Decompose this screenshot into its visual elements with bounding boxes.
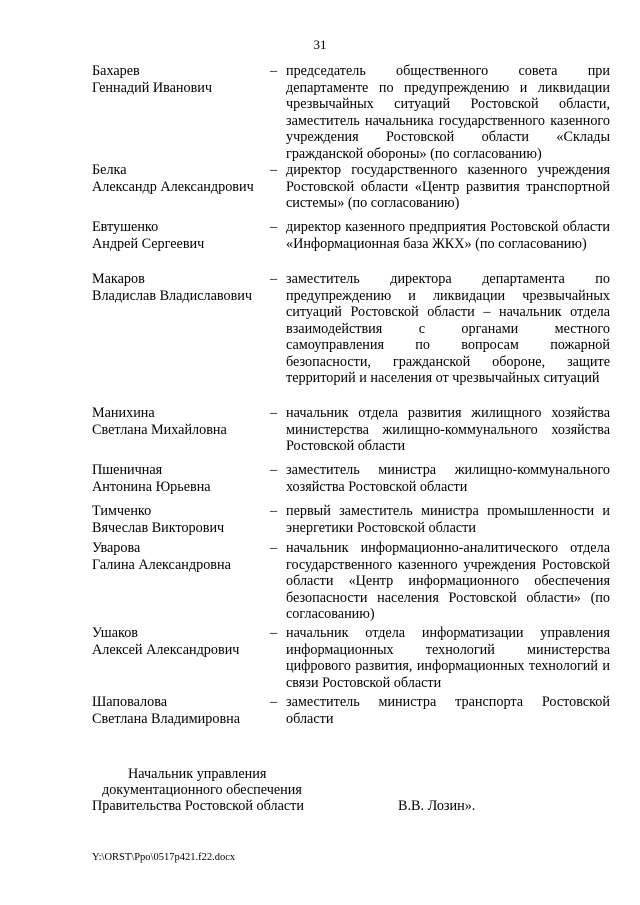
member-name [92, 63, 267, 96]
member-given-names: Вячеслав Викторович [92, 519, 225, 536]
member-given-names: Светлана Владимировна [92, 710, 241, 727]
member-name [92, 540, 267, 573]
file-path-footer: Y:\ORST\Ppo\0517p421.f22.docx [92, 852, 236, 863]
member-given-names: Алексей Александрович [92, 641, 240, 658]
member-role: начальник отдела развития жилищного хозяйства министерства жилищно-коммунального хозяйства Ростовской области [286, 405, 610, 454]
member-name [92, 694, 267, 727]
member-name [92, 405, 267, 438]
member-given-names: Владислав Владиславович [92, 287, 253, 304]
member-role: первый заместитель министра промышленности и энергетики Ростовской области [286, 503, 610, 536]
member-surname: Бахарев [92, 63, 140, 79]
member-name [92, 503, 267, 536]
signer-name: В.В. Лозин». [398, 798, 476, 814]
dash-separator: – [270, 540, 278, 556]
member-given-names: Андрей Сергеевич [92, 235, 205, 252]
member-surname: Белка [92, 162, 127, 178]
member-role: заместитель министра транспорта Ростовской области [286, 694, 610, 727]
member-role: заместитель директора департамента по предупреждению и ликвидации чрезвычайных ситуаций Ростовской области – начальник отдела взаимодействия с органами местного самоуправления по вопросам пожарной безопасности, гражданской обороне, защите территорий и населения от чрезвычайных ситуаций [286, 271, 610, 386]
member-given-names: Галина Александровна [92, 556, 231, 573]
member-surname: Ушаков [92, 625, 138, 641]
member-surname: Пшеничная [92, 462, 163, 478]
signature-position-line-2: документационного обеспечения [102, 782, 302, 798]
member-role: председатель общественного совета при департаменте по предупреждению и ликвидации чрезвычайных ситуаций Ростовской области, заместитель начальника государственного казенного учреждения Ростовской области «Склады гражданской обороны» (по согласованию) [286, 63, 610, 162]
page-number: 31 [313, 37, 327, 52]
signature-position-line-1: Начальник управления [128, 766, 267, 782]
member-role: директор казенного предприятия Ростовской области «Информационная база ЖКХ» (по согласованию) [286, 219, 610, 252]
member-given-names: Антонина Юрьевна [92, 478, 211, 495]
dash-separator: – [270, 694, 278, 710]
member-surname: Манихина [92, 405, 155, 421]
member-role: начальник информационно-аналитического отдела государственного казенного учреждения Ростовской области «Центр информационного обеспечения безопасности населения Ростовской области» (по согласованию) [286, 540, 610, 622]
member-surname: Шаповалова [92, 694, 168, 710]
member-name [92, 462, 267, 495]
member-surname: Евтушенко [92, 219, 159, 235]
dash-separator: – [270, 219, 278, 235]
dash-separator: – [270, 271, 278, 287]
dash-separator: – [270, 462, 278, 478]
member-given-names: Светлана Михайловна [92, 421, 227, 438]
dash-separator: – [270, 625, 278, 641]
member-surname: Уварова [92, 540, 141, 556]
dash-separator: – [270, 63, 278, 79]
dash-separator: – [270, 405, 278, 421]
member-role: начальник отдела информатизации управления информационных технологий министерства цифрового развития, информационных технологий и связи Ростовской области [286, 625, 610, 691]
member-name [92, 162, 267, 195]
member-given-names: Геннадий Иванович [92, 79, 213, 96]
member-name [92, 625, 267, 658]
member-role: заместитель министра жилищно-коммунального хозяйства Ростовской области [286, 462, 610, 495]
member-surname: Макаров [92, 271, 145, 287]
dash-separator: – [270, 162, 278, 178]
member-role: директор государственного казенного учреждения Ростовской области «Центр развития транспортной системы» (по согласованию) [286, 162, 610, 211]
member-name [92, 219, 267, 252]
dash-separator: – [270, 503, 278, 519]
signature-position-line-3: Правительства Ростовской области [92, 798, 304, 814]
member-given-names: Александр Александрович [92, 178, 254, 195]
member-name [92, 271, 267, 304]
member-surname: Тимченко [92, 503, 152, 519]
